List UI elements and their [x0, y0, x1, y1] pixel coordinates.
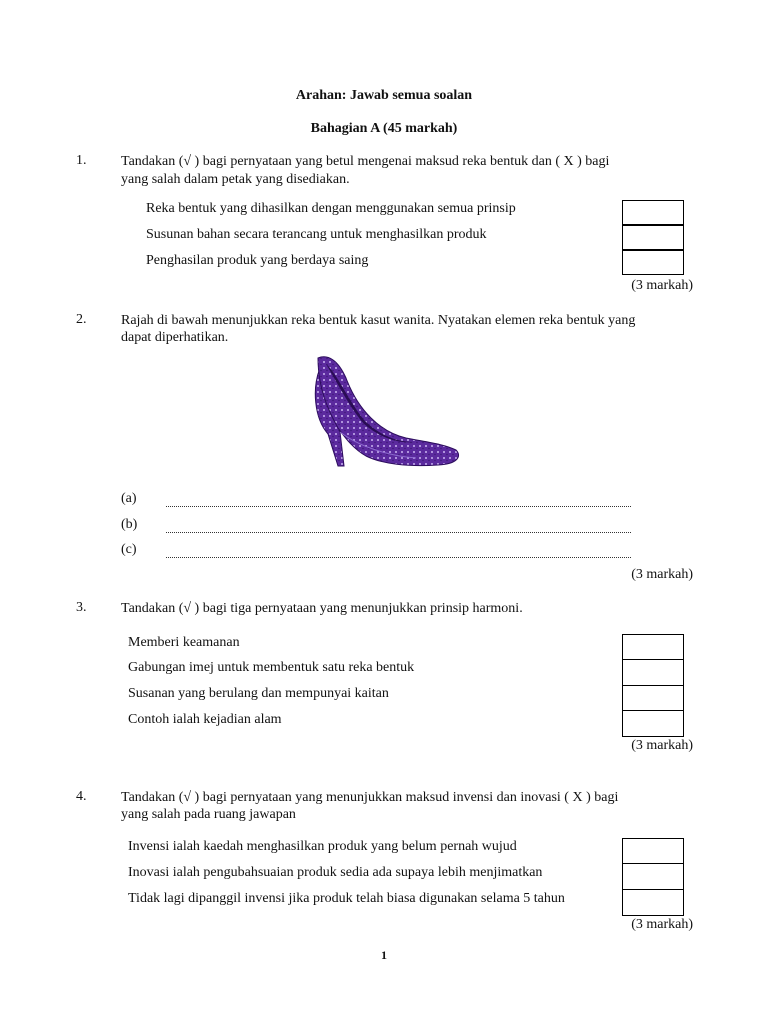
question-text-line: Tandakan (√ ) bagi pernyataan yang betul mengenai maksud reka bentuk dan ( X ) bagi	[121, 154, 610, 169]
instruction-heading: Arahan: Jawab semua soalan	[295, 88, 473, 103]
statement-item: Penghasilan produk yang berdaya saing	[146, 253, 369, 268]
marks-label: (3 markah)	[631, 278, 693, 293]
marks-label: (3 markah)	[631, 917, 693, 932]
question-text-line: Tandakan (√ ) bagi tiga pernyataan yang menunjukkan prinsip harmoni.	[121, 601, 523, 616]
answer-box[interactable]	[622, 200, 684, 225]
question-text-line: yang salah dalam petak yang disediakan.	[121, 172, 350, 187]
statement-item: Contoh ialah kejadian alam	[128, 712, 282, 727]
answer-label: (a)	[121, 491, 137, 506]
statement-item: Tidak lagi dipanggil invensi jika produk telah biasa digunakan selama 5 tahun	[128, 891, 565, 906]
answer-line[interactable]	[166, 547, 631, 558]
question-text-line: Tandakan (√ ) bagi pernyataan yang menunjukkan maksud invensi dan inovasi ( X ) bagi	[121, 790, 619, 805]
question-text-line: Rajah di bawah menunjukkan reka bentuk kasut wanita. Nyatakan elemen reka bentuk yang	[121, 313, 636, 328]
statement-item: Reka bentuk yang dihasilkan dengan menggunakan semua prinsip	[146, 201, 516, 216]
answer-box[interactable]	[622, 659, 684, 686]
statement-item: Susanan yang berulang dan mempunyai kaitan	[128, 686, 389, 701]
question-text-line: yang salah pada ruang jawapan	[121, 807, 296, 822]
answer-box[interactable]	[622, 685, 684, 711]
question-number: 3.	[76, 600, 87, 615]
marks-label: (3 markah)	[631, 738, 693, 753]
section-heading: Bahagian A (45 markah)	[310, 121, 458, 136]
statement-item: Inovasi ialah pengubahsuaian produk sedia ada supaya lebih menjimatkan	[128, 865, 543, 880]
statement-item: Susunan bahan secara terancang untuk menghasilkan produk	[146, 227, 487, 242]
answer-label: (b)	[121, 517, 138, 532]
answer-box[interactable]	[622, 889, 684, 916]
question-text-line: dapat diperhatikan.	[121, 330, 229, 345]
answer-box[interactable]	[622, 225, 684, 250]
question-number: 1.	[76, 153, 87, 168]
answer-box[interactable]	[622, 634, 684, 660]
answer-line[interactable]	[166, 496, 631, 507]
question-number: 2.	[76, 312, 87, 327]
answer-box[interactable]	[622, 838, 684, 864]
answer-box[interactable]	[622, 710, 684, 737]
answer-label: (c)	[121, 542, 137, 557]
statement-item: Memberi keamanan	[128, 635, 240, 650]
page-number: 1	[381, 948, 387, 962]
statement-item: Gabungan imej untuk membentuk satu reka bentuk	[128, 660, 415, 675]
question-number: 4.	[76, 789, 87, 804]
answer-line[interactable]	[166, 522, 631, 533]
shoe-image	[298, 348, 463, 473]
answer-box[interactable]	[622, 863, 684, 890]
answer-box[interactable]	[622, 250, 684, 275]
statement-item: Invensi ialah kaedah menghasilkan produk yang belum pernah wujud	[128, 839, 517, 854]
marks-label: (3 markah)	[631, 567, 693, 582]
